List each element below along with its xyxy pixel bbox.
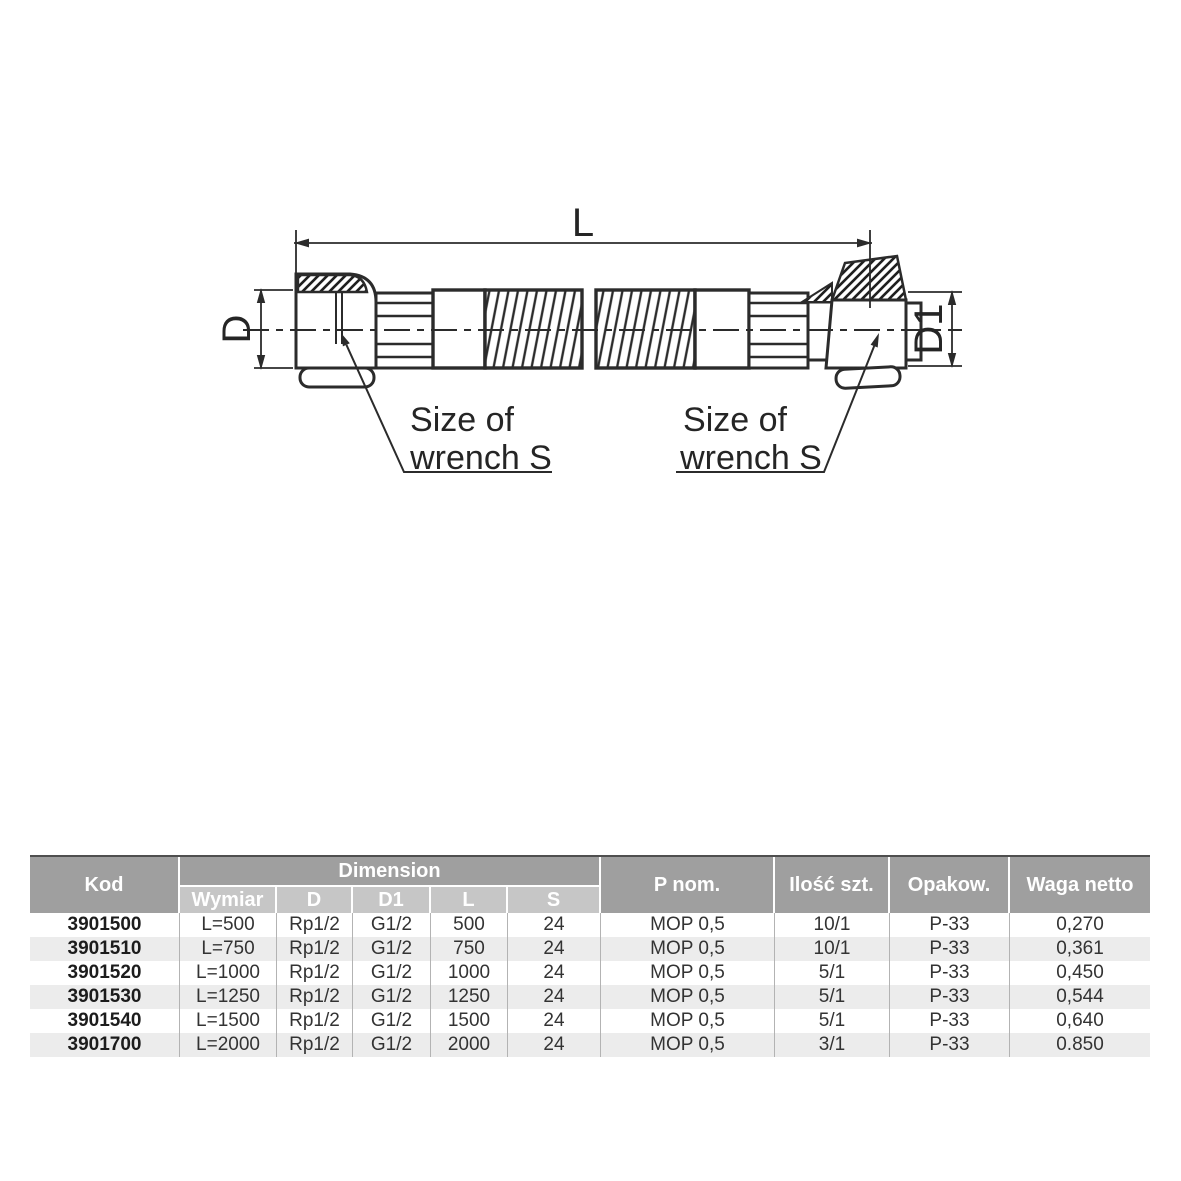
right-wrench-note-line1: Size of <box>683 401 787 439</box>
table-cell: Rp1/2 <box>277 937 353 961</box>
table-header <box>30 857 1150 913</box>
table-cell: MOP 0,5 <box>601 1033 775 1057</box>
dim-label-length: L <box>571 201 595 245</box>
table-cell: P-33 <box>890 1033 1010 1057</box>
spec-table <box>30 855 1150 1057</box>
table-row <box>30 1033 1150 1057</box>
table-cell: G1/2 <box>353 985 431 1009</box>
table-cell: 24 <box>508 1033 601 1057</box>
table-cell: L=500 <box>180 913 277 937</box>
table-cell: G1/2 <box>353 913 431 937</box>
table-cell: P-33 <box>890 1009 1010 1033</box>
table-cell: L=750 <box>180 937 277 961</box>
table-cell: G1/2 <box>353 937 431 961</box>
table-cell: MOP 0,5 <box>601 961 775 985</box>
right-wrench-note <box>679 401 822 477</box>
table-cell: 0,640 <box>1056 1010 1104 1031</box>
table-cell: Rp1/2 <box>277 1033 353 1057</box>
right-wrench-note-line2: wrench S <box>680 439 822 477</box>
table-cell: P-33 <box>890 937 1010 961</box>
table-cell: 10/1 <box>775 913 890 937</box>
table-cell: 0.850 <box>1056 1034 1104 1055</box>
table-cell: 1250 <box>431 985 508 1009</box>
dim-label-d1: D1 <box>907 303 951 355</box>
row-code: 3901540 <box>30 1009 180 1033</box>
row-code: 3901700 <box>30 1033 180 1057</box>
table-cell: MOP 0,5 <box>601 937 775 961</box>
table-cell: 24 <box>508 1009 601 1033</box>
table-cell: G1/2 <box>353 1009 431 1033</box>
table-cell: P-33 <box>890 961 1010 985</box>
table-cell: 0,361 <box>1056 938 1104 959</box>
table-cell: 750 <box>431 937 508 961</box>
table-cell: 1500 <box>431 1009 508 1033</box>
table-cell: P-33 <box>890 985 1010 1009</box>
col-header-kod: Kod <box>30 857 180 913</box>
table-row <box>30 913 1150 937</box>
table-cell: P-33 <box>890 913 1010 937</box>
table-cell: 24 <box>508 913 601 937</box>
table-cell: 0,270 <box>1056 914 1104 935</box>
left-wrench-note <box>409 401 552 477</box>
table-cell: 24 <box>508 937 601 961</box>
table-cell: 10/1 <box>775 937 890 961</box>
col-header-dimension: Dimension <box>180 857 601 887</box>
table-cell: 500 <box>431 913 508 937</box>
row-code: 3901510 <box>30 937 180 961</box>
col-header-l: L <box>431 887 508 913</box>
col-header-d1: D1 <box>353 887 431 913</box>
table-cell: MOP 0,5 <box>601 913 775 937</box>
table-cell: MOP 0,5 <box>601 1009 775 1033</box>
table-cell: MOP 0,5 <box>601 985 775 1009</box>
left-wrench-note-line2: wrench S <box>410 439 552 477</box>
table-cell: Rp1/2 <box>277 985 353 1009</box>
table-cell: L=1000 <box>180 961 277 985</box>
table-cell: 5/1 <box>775 961 890 985</box>
col-header-wymiar: Wymiar <box>180 887 277 913</box>
row-code: 3901520 <box>30 961 180 985</box>
col-header-d: D <box>277 887 353 913</box>
table-body <box>30 913 1150 1057</box>
col-header-opakow: Opakow. <box>890 857 1010 913</box>
left-wrench-note-line1: Size of <box>410 401 514 439</box>
table-cell: 1000 <box>431 961 508 985</box>
table-cell: Rp1/2 <box>277 961 353 985</box>
table-cell: L=1250 <box>180 985 277 1009</box>
table-cell: G1/2 <box>353 961 431 985</box>
table-cell: 24 <box>508 985 601 1009</box>
table-cell: Rp1/2 <box>277 913 353 937</box>
table-cell: 0,450 <box>1056 962 1104 983</box>
table-cell: 5/1 <box>775 985 890 1009</box>
table-cell: L=1500 <box>180 1009 277 1033</box>
table-cell: G1/2 <box>353 1033 431 1057</box>
table-cell: 3/1 <box>775 1033 890 1057</box>
table-cell: 2000 <box>431 1033 508 1057</box>
col-header-p-nom: P nom. <box>601 857 775 913</box>
col-header-s: S <box>508 887 601 913</box>
table-cell: Rp1/2 <box>277 1009 353 1033</box>
row-code: 3901500 <box>30 913 180 937</box>
table-cell: 24 <box>508 961 601 985</box>
table-cell: 0,544 <box>1056 986 1104 1007</box>
hose-assembly <box>296 256 921 389</box>
table-row <box>30 1009 1150 1033</box>
col-header-ilosc-szt: Ilość szt. <box>775 857 890 913</box>
table-row <box>30 937 1150 961</box>
row-code: 3901530 <box>30 985 180 1009</box>
table-row <box>30 985 1150 1009</box>
col-header-waga-netto: Waga netto <box>1010 857 1150 913</box>
table-row <box>30 961 1150 985</box>
table-cell: 5/1 <box>775 1009 890 1033</box>
table-cell: L=2000 <box>180 1033 277 1057</box>
dim-label-d: D <box>215 314 259 344</box>
